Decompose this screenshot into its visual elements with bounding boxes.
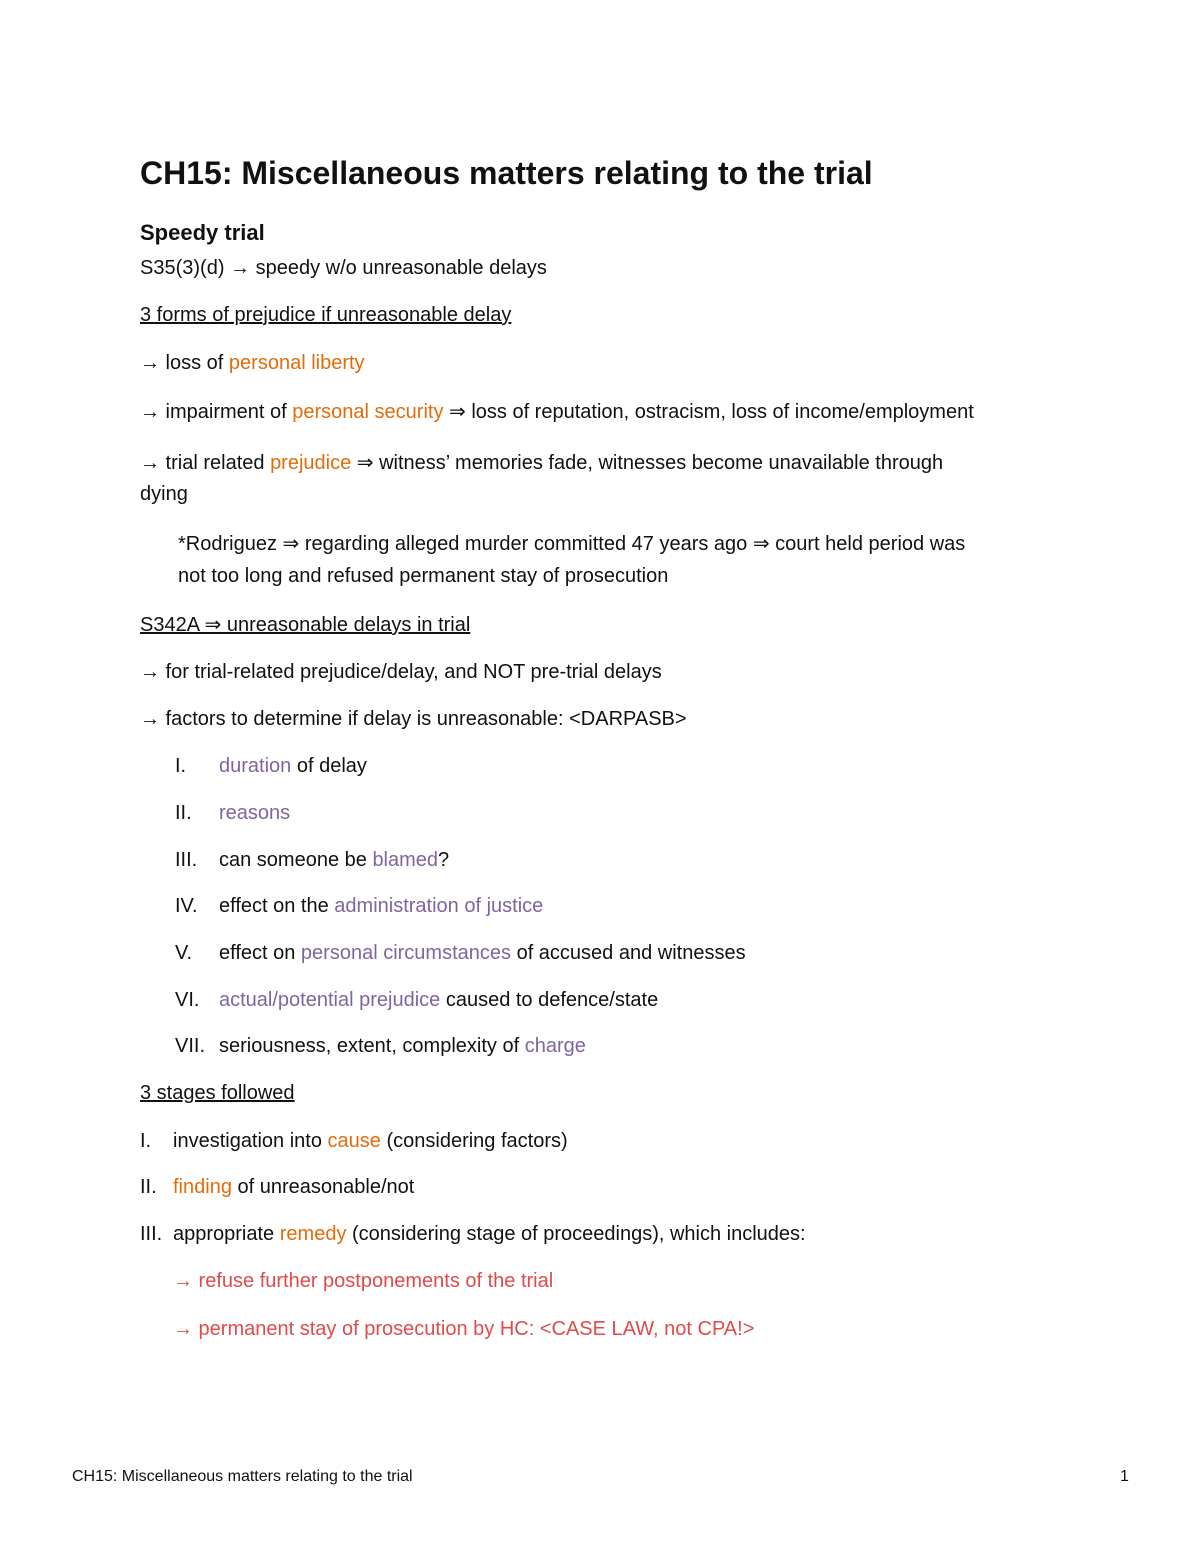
remedy-item: → refuse further postponements of the trial xyxy=(173,1270,554,1292)
page-number: 1 xyxy=(1120,1468,1129,1485)
section-heading: Speedy trial xyxy=(140,220,265,245)
s35-line: S35(3)(d) → speedy w/o unreasonable delays xyxy=(140,257,547,279)
factor-number: VII. xyxy=(175,1035,206,1057)
stage-text: (considering stage of proceedings), which includes: xyxy=(346,1223,806,1245)
prejudice-item-text: → trial related xyxy=(140,452,271,474)
factor-item xyxy=(175,892,543,920)
remedy-item: → permanent stay of prosecution by HC: <CASE LAW, not CPA!> xyxy=(173,1318,755,1340)
factor-highlight: charge xyxy=(524,1035,586,1057)
factor-highlight: blamed xyxy=(372,849,439,871)
prejudice-item-highlight: prejudice xyxy=(270,452,352,474)
factor-number: III. xyxy=(175,849,198,871)
stage-text: of unreasonable/not xyxy=(231,1176,415,1198)
factor-text: effect on the xyxy=(219,895,335,917)
s342a-point: → for trial-related prejudice/delay, and NOT pre-trial delays xyxy=(140,661,662,683)
stage-text: investigation into xyxy=(173,1130,328,1152)
footer-text: CH15: Miscellaneous matters relating to the trial xyxy=(72,1468,413,1485)
stage-number: III. xyxy=(140,1223,163,1245)
prejudice-item-text: ⇒ loss of reputation, ostracism, loss of income/employment xyxy=(443,401,974,423)
factor-text: of accused and witnesses xyxy=(511,942,746,964)
factor-number: II. xyxy=(175,802,192,824)
factor-item xyxy=(175,1032,586,1060)
factor-item xyxy=(175,939,746,967)
factor-number: IV. xyxy=(175,895,198,917)
stage-number: I. xyxy=(140,1130,152,1152)
stage-text: (considering factors) xyxy=(380,1130,568,1152)
factor-highlight: personal circumstances xyxy=(300,942,512,964)
prejudice-item-highlight: personal liberty xyxy=(228,352,365,374)
factor-text: seriousness, extent, complexity of xyxy=(219,1035,525,1057)
prejudice-item-text: → impairment of xyxy=(140,401,293,423)
factor-number: VI. xyxy=(175,989,200,1011)
factor-item xyxy=(175,846,449,874)
s342a-heading: S342A ⇒ unreasonable delays in trial xyxy=(140,614,471,636)
stage-item xyxy=(140,1220,806,1248)
stage-highlight: finding xyxy=(173,1176,232,1198)
prejudice-continuation: dying xyxy=(140,483,188,505)
factor-number: V. xyxy=(175,942,193,964)
stage-highlight: remedy xyxy=(279,1223,347,1245)
factor-text: can someone be xyxy=(219,849,373,871)
prejudice-item xyxy=(140,349,365,377)
rodriguez-note: *Rodriguez ⇒ regarding alleged murder committed 47 years ago ⇒ court held period was xyxy=(178,533,966,555)
stage-text: appropriate xyxy=(173,1223,280,1245)
factor-text: caused to defence/state xyxy=(440,989,659,1011)
stage-highlight: cause xyxy=(327,1130,381,1152)
stage-number: II. xyxy=(140,1176,157,1198)
prejudice-item-text: ⇒ witness’ memories fade, witnesses become unavailable through xyxy=(351,452,944,474)
prejudice-item-highlight: personal security xyxy=(292,401,444,423)
prejudice-item xyxy=(140,449,943,477)
stage-item xyxy=(140,1173,414,1201)
prejudice-item xyxy=(140,398,974,426)
page-title: CH15: Miscellaneous matters relating to the trial xyxy=(140,155,873,191)
s342a-point: → factors to determine if delay is unreasonable: <DARPASB> xyxy=(140,708,687,730)
factor-highlight: reasons xyxy=(219,802,291,824)
prejudice-heading: 3 forms of prejudice if unreasonable delay xyxy=(140,304,512,326)
factor-highlight: administration of justice xyxy=(334,895,544,917)
stage-item xyxy=(140,1127,568,1155)
factor-text: of delay xyxy=(291,755,367,777)
factor-item xyxy=(175,799,290,827)
factor-highlight: duration xyxy=(219,755,292,777)
factor-text: effect on xyxy=(219,942,301,964)
prejudice-item-text: → loss of xyxy=(140,352,229,374)
factor-text: ? xyxy=(438,849,450,871)
factor-number: I. xyxy=(175,755,187,777)
stages-heading: 3 stages followed xyxy=(140,1082,295,1104)
rodriguez-note-cont: not too long and refused permanent stay of prosecution xyxy=(178,565,669,587)
factor-item xyxy=(175,752,367,780)
factor-highlight: actual/potential prejudice xyxy=(219,989,441,1011)
factor-item xyxy=(175,986,658,1014)
